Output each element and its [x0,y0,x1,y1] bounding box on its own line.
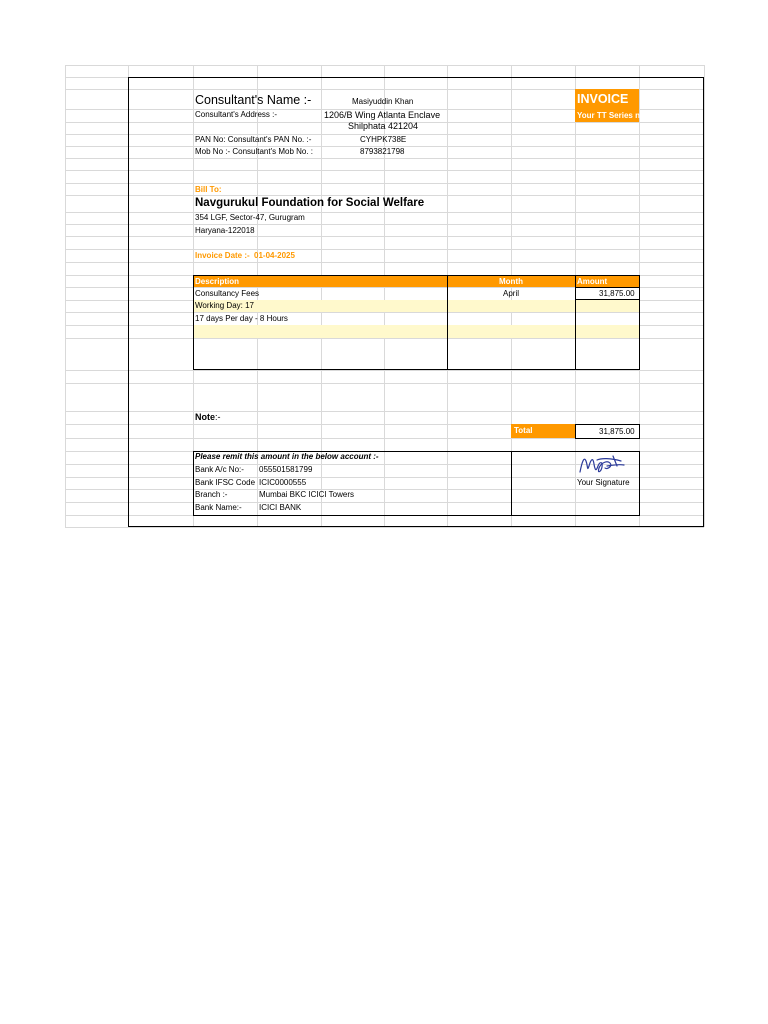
total-value: 31,875.00 [599,427,635,436]
pan-value: CYHPK738E [360,135,407,144]
bill-to-label: Bill To: [195,185,222,194]
bank-ifsc-label: Bank IFSC Code [195,478,256,487]
consultant-address-line1: 1206/B Wing Atlanta Enclave [324,110,441,120]
bank-ac-value: 055501581799 [259,465,313,474]
bank-ifsc-value: ICIC0000555 [259,478,307,487]
bank-name-value: ICICI BANK [259,503,302,512]
header-description: Description [195,277,240,286]
invoice-date: 01-04-2025 [254,251,295,260]
row2-description: Working Day: 17 [195,301,254,310]
bank-branch-label: Branch :- [195,490,228,499]
header-amount: Amount [577,277,608,286]
mob-value: 8793821798 [360,147,405,156]
note-label-suffix: :- [215,412,221,422]
consultant-name: Masiyuddin Khan [352,97,414,106]
row1-amount: 31,875.00 [599,289,635,298]
header-month: Month [499,277,523,286]
row1-month: April [503,289,520,298]
signature-label: Your Signature [577,478,630,487]
bank-ac-label: Bank A/c No:- [195,465,244,474]
consultant-name-label: Consultant's Name :- [195,93,312,107]
consultant-address-line2: Shilphata 421204 [348,121,419,131]
bill-to-address-line1: 354 LGF, Sector-47, Gurugram [195,213,305,222]
bill-to-address-line2: Haryana-122018 [195,226,255,235]
mob-label: Mob No :- Consultant's Mob No. : [195,147,314,156]
row3-description: 17 days Per day - 8 Hours [195,314,288,323]
note-label [195,413,221,422]
bank-name-label: Bank Name:- [195,503,242,512]
note-label-text: Note [195,412,215,422]
remit-text: Please remit this amount in the below account :- [195,452,379,461]
consultant-address-label: Consultant's Address :- [195,110,278,119]
row1-description: Consultancy Fees [195,289,260,298]
invoice-title: INVOICE [577,92,629,106]
invoice-series: Your TT Series n [577,111,640,120]
total-label: Total [514,426,533,435]
bill-to-org: Navgurukul Foundation for Social Welfare [195,197,425,209]
signature-image [577,452,627,478]
pan-label: PAN No: Consultant's PAN No. :- [195,135,312,144]
bank-branch-value: Mumbai BKC ICICI Towers [259,490,354,499]
invoice-date-label: Invoice Date :- [195,251,250,260]
